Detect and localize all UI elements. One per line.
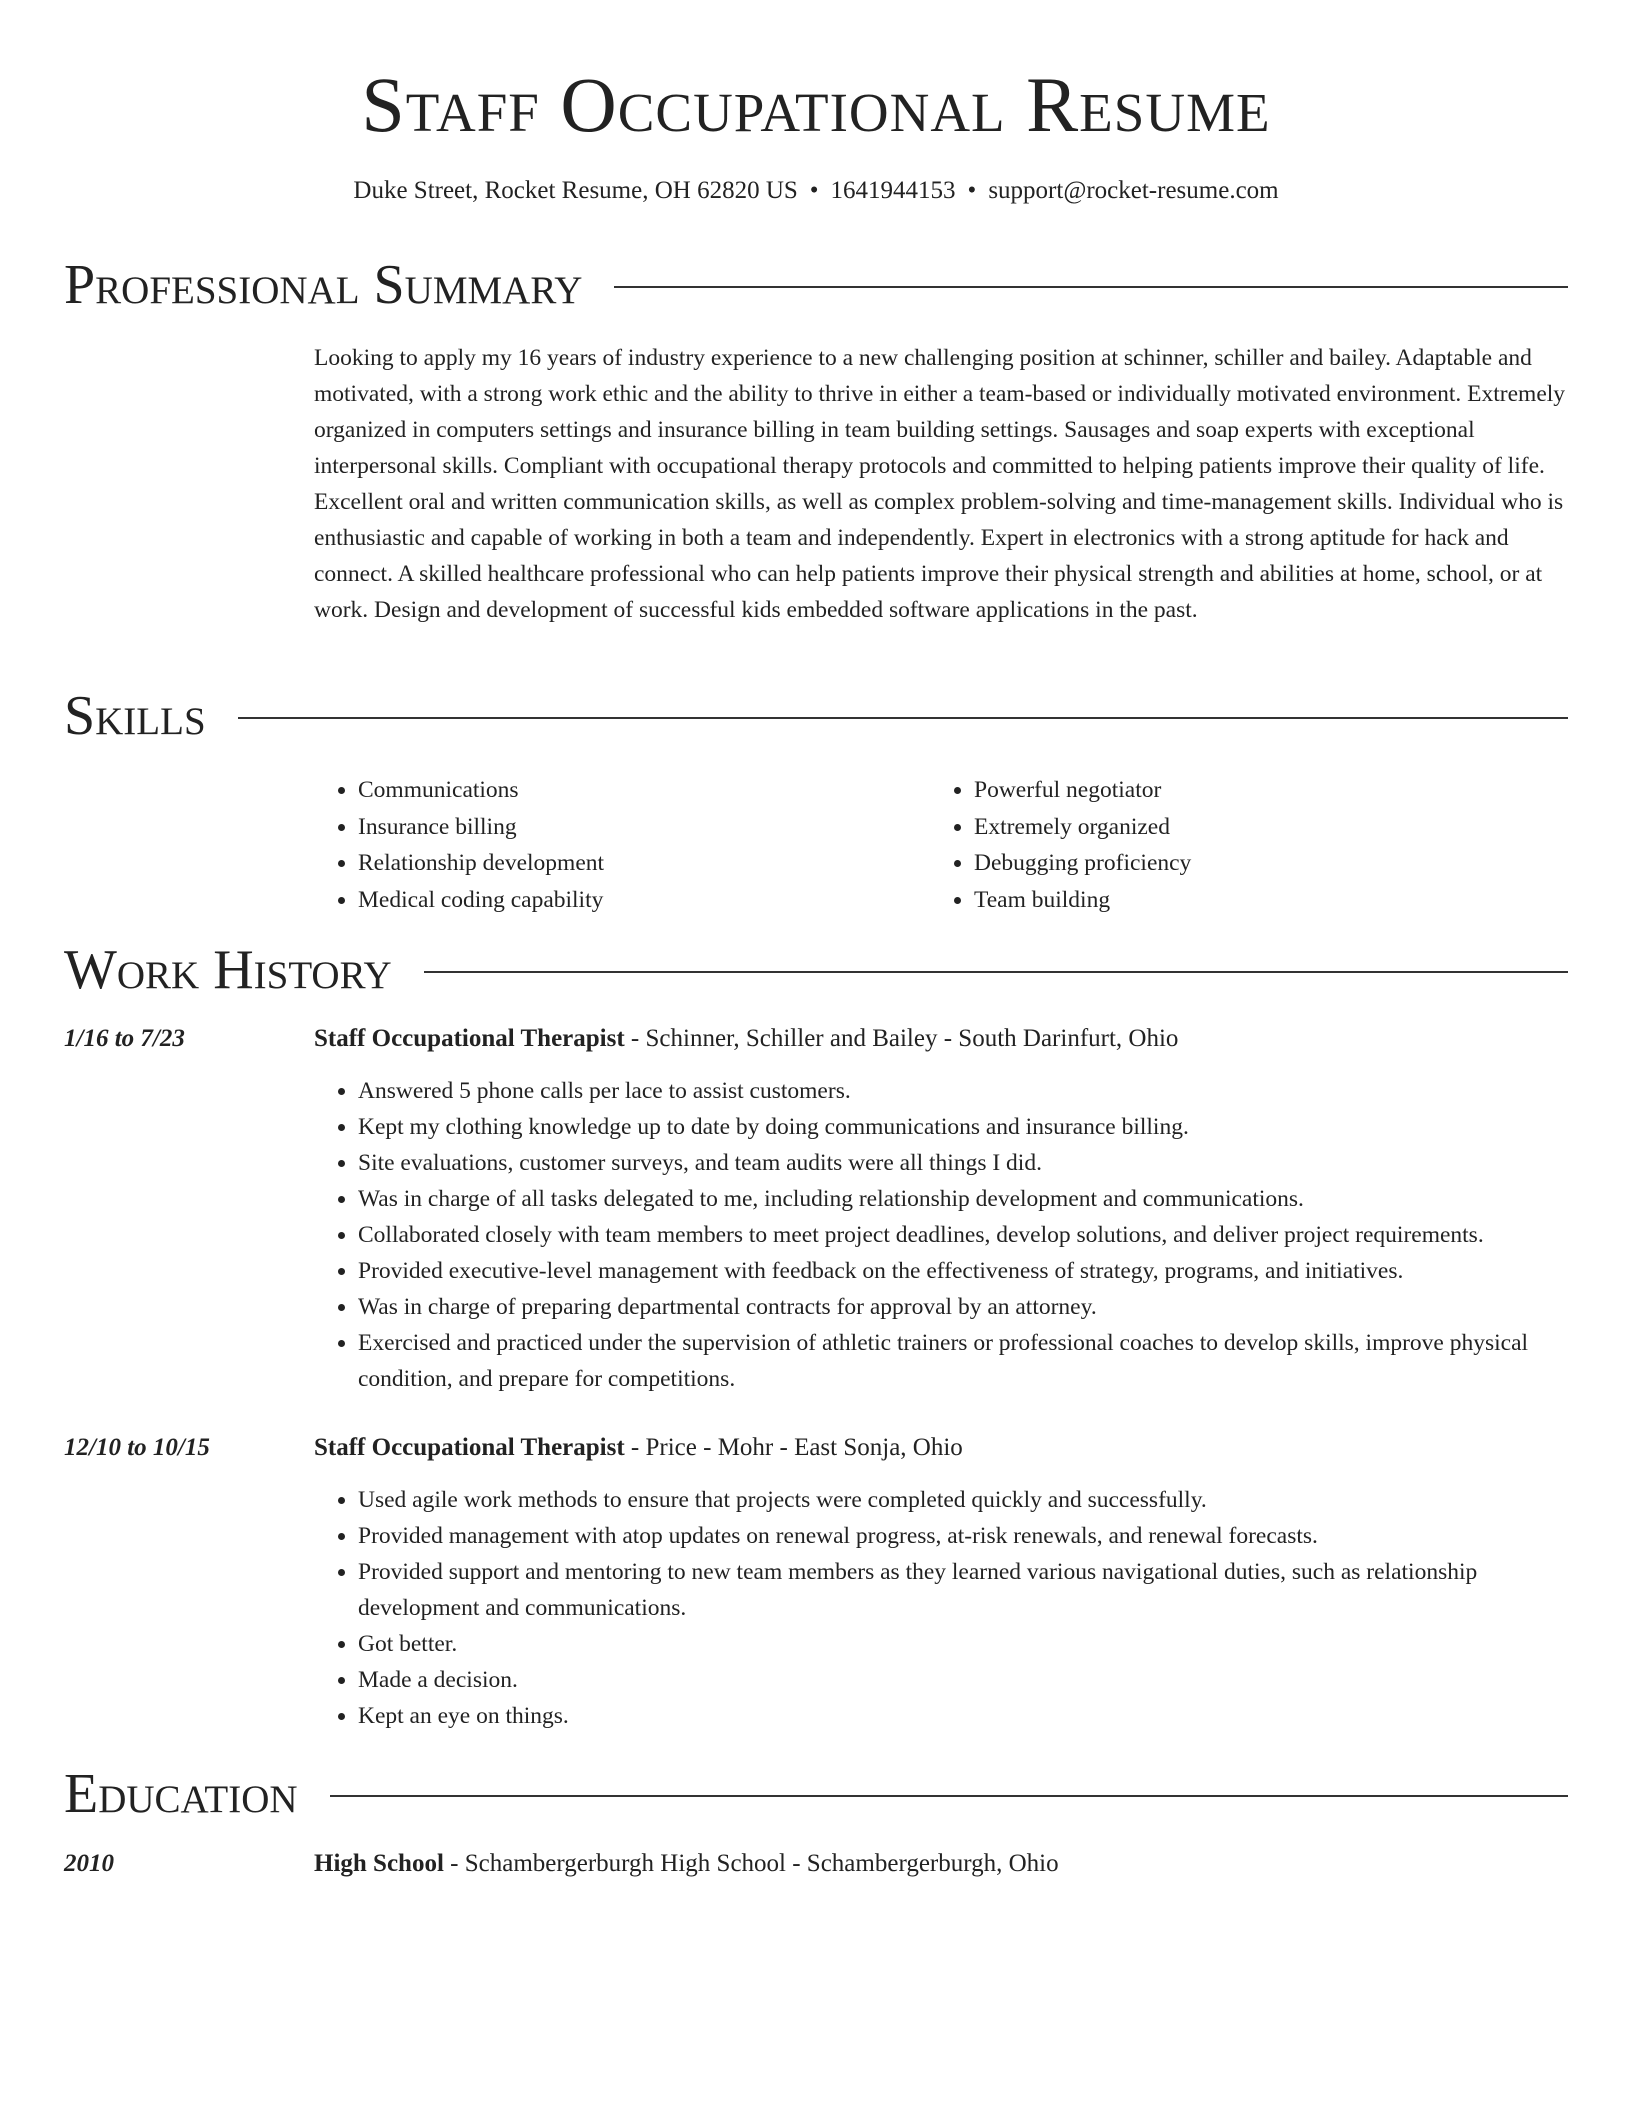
job-employer-location: - Price - Mohr - East Sonja, Ohio (624, 1434, 963, 1461)
work-bullet: • Was in charge of all tasks delegated to me, including relationship development and communications. (358, 1181, 1568, 1217)
section-divider (424, 971, 1568, 973)
work-bullet: • Made a decision. (358, 1662, 1568, 1698)
skills-list (314, 772, 1570, 918)
section-title-skills: Skills (64, 685, 206, 747)
summary-section-header (64, 253, 1568, 317)
work-bullet: • Exercised and practiced under the supervision of athletic trainers or professional coaches to develop skills, improve physical condition, and prepare for competitions. (358, 1325, 1568, 1397)
work-section-header (64, 938, 1568, 1002)
work-bullet: • Provided executive-level management with feedback on the effectiveness of strategy, programs, and initiatives. (358, 1253, 1568, 1289)
work-bullet: • Answered 5 phone calls per lace to assist customers. (358, 1073, 1568, 1109)
job-employer-location: - Schinner, Schiller and Bailey - South Darinfurt, Ohio (624, 1025, 1179, 1052)
work-bullet: • Kept my clothing knowledge up to date by doing communications and insurance billing. (358, 1109, 1568, 1145)
work-bullets (314, 1073, 1568, 1397)
section-divider (330, 1795, 1568, 1797)
section-divider (614, 286, 1568, 288)
section-divider (238, 717, 1568, 719)
resume-name: Staff Occupational Resume (361, 61, 1271, 148)
work-bullet: • Collaborated closely with team members to meet project deadlines, develop solutions, and deliver project requirements. (358, 1217, 1568, 1253)
work-bullet: • Got better. (358, 1626, 1568, 1662)
work-bullets (314, 1482, 1568, 1734)
skills-section-header (64, 684, 1568, 748)
work-bullet: • Site evaluations, customer surveys, and team audits were all things I did. (358, 1145, 1568, 1181)
contact-address: Duke Street, Rocket Resume, OH 62820 US (353, 177, 798, 204)
work-bullet: • Provided management with atop updates on renewal progress, at-risk renewals, and renewal forecasts. (358, 1518, 1568, 1554)
education-year: 2010 (64, 1850, 114, 1877)
section-title-work: Work History (64, 939, 392, 1001)
education-heading (314, 1846, 1568, 1882)
job-title: Staff Occupational Therapist (314, 1434, 625, 1461)
school-location: - Schambergerburgh High School - Schambergerburgh, Ohio (443, 1850, 1059, 1877)
work-dates: 1/16 to 7/23 (64, 1025, 185, 1052)
skill-item: • Debugging proficiency (974, 845, 1546, 882)
contact-line (0, 174, 1632, 208)
contact-email: support@rocket-resume.com (988, 177, 1279, 204)
work-dates: 12/10 to 10/15 (64, 1434, 210, 1461)
summary-text: Looking to apply my 16 years of industry experience to a new challenging position at schinner, schiller and bailey. Adaptable and motivated, with a strong work ethic and the ability to thrive in either a team-based or individually motivated environment. Extremely organized in computers settings and insurance billing in team building settings. Sausages and soap experts with exceptional interpersonal skills. Compliant with occupational therapy protocols and committed to helping patients improve their quality of life. Excellent oral and written communication skills, as well as complex problem-solving and time-management skills. Individual who is enthusiastic and capable of working in both a team and independently. Expert in electronics with a strong aptitude for hack and connect. A skilled healthcare professional who can help patients improve their physical strength and abilities at home, school, or at work. Design and development of successful kids embedded software applications in the past. (314, 345, 1566, 623)
work-bullet: • Used agile work methods to ensure that projects were completed quickly and successfully. (358, 1482, 1568, 1518)
section-title-summary: Professional Summary (64, 254, 583, 316)
work-heading (314, 1021, 1568, 1057)
contact-separator: • (967, 177, 977, 204)
degree: High School (314, 1850, 444, 1877)
contact-separator: • (809, 177, 819, 204)
contact-phone: 1641944153 (830, 177, 956, 204)
work-bullet: • Kept an eye on things. (358, 1698, 1568, 1734)
skill-item: • Relationship development (358, 845, 930, 882)
job-title: Staff Occupational Therapist (314, 1025, 625, 1052)
skill-item: • Team building (974, 882, 1546, 919)
work-bullet: • Was in charge of preparing departmental contracts for approval by an attorney. (358, 1289, 1568, 1325)
skills-column-right (930, 772, 1546, 918)
skill-item: • Extremely organized (974, 809, 1546, 846)
skill-item: • Medical coding capability (358, 882, 930, 919)
education-section-header (64, 1762, 1568, 1826)
skill-item: • Insurance billing (358, 809, 930, 846)
work-bullet: • Provided support and mentoring to new team members as they learned various navigational duties, such as relationship development and communications. (358, 1554, 1568, 1626)
skill-item: • Communications (358, 772, 930, 809)
skills-column-left (314, 772, 930, 918)
section-title-education: Education (64, 1763, 298, 1825)
work-heading (314, 1430, 1568, 1466)
skill-item: • Powerful negotiator (974, 772, 1546, 809)
